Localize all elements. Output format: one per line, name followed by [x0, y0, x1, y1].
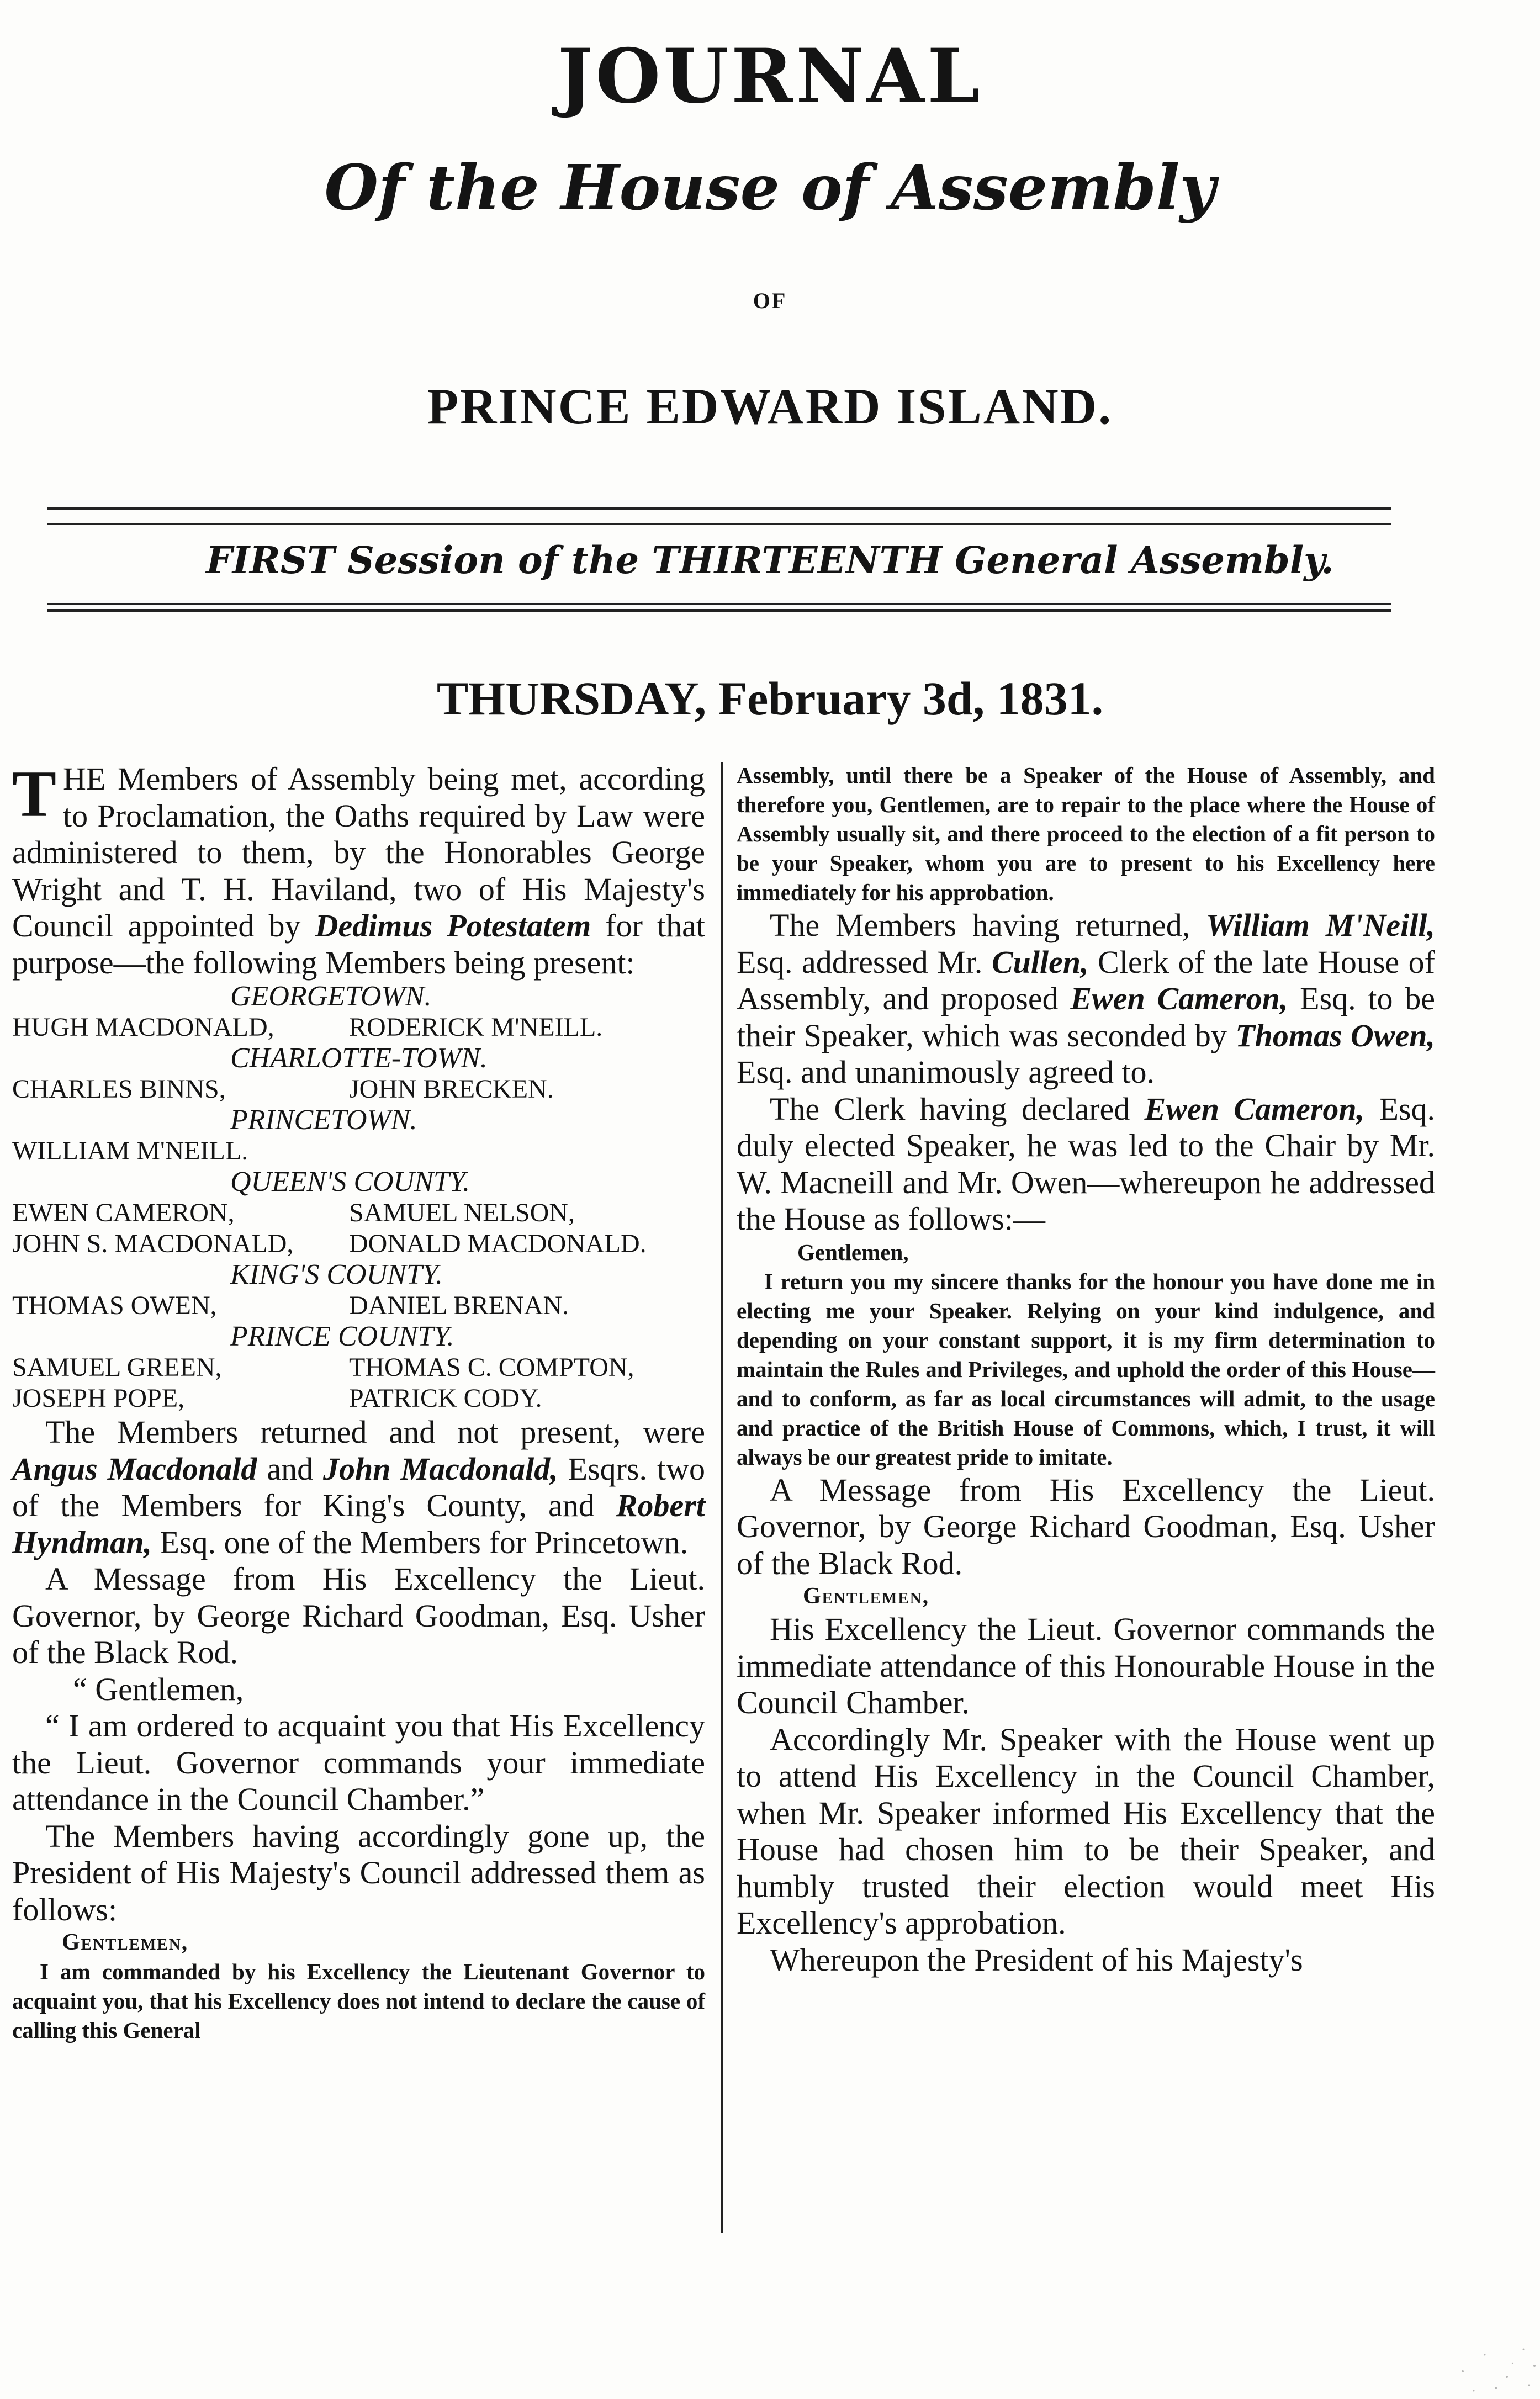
of-label: OF: [753, 288, 787, 313]
member-row: SAMUEL GREEN, THOMAS C. COMPTON,: [12, 1353, 634, 1382]
journal-subtitle: Of the House of Assembly: [324, 152, 1216, 224]
address-salutation: Gentlemen,: [62, 1930, 189, 1955]
member-row: JOHN S. MACDONALD, DONALD MACDONALD.: [12, 1229, 647, 1258]
summons-paragraph: “ I am ordered to acquaint you that His Excellency the Lieut. Governor commands your immediate attendance in the Council Chamber.”: [12, 1708, 705, 1817]
command-paragraph: His Excellency the Lieut. Governor commands the immediate attendance of this Honourable House in the Council Chamber.: [737, 1611, 1435, 1720]
president-paragraph: The Members having accordingly gone up, the President of His Majesty's Council addressed them as follows:: [12, 1818, 705, 1927]
member-row: CHARLES BINNS, JOHN BRECKEN.: [12, 1074, 554, 1104]
right-column: [737, 761, 1435, 1978]
district-name: KING'S COUNTY.: [230, 1259, 443, 1290]
drop-cap: T: [12, 757, 57, 830]
salutation: “ Gentlemen,: [73, 1671, 244, 1707]
message-salutation: Gentlemen,: [803, 1584, 930, 1609]
scan-speckle: [1396, 2289, 1540, 2399]
divider-rule: [47, 507, 1391, 510]
date-heading: THURSDAY, February 3d, 1831.: [436, 672, 1104, 725]
members-roster: [12, 981, 705, 1414]
district-name: PRINCETOWN.: [230, 1104, 417, 1136]
column-divider: [721, 762, 723, 2233]
absent-members-paragraph: The Members returned and not present, were Angus Macdonald and John Macdonald, Esqrs. two of the Members for King's County, and Robert Hyndman, Esq. one of the Members for Princetown.: [12, 1414, 705, 1560]
president-address-continued: Assembly, until there be a Speaker of the House of Assembly, and therefore you, Gentlemen, are to repair to the place where the House of Assembly usually sit, and there proceed to the election of a fit person to be your Speaker, whom you are to present to his Excellency here immediately for his approbation.: [737, 762, 1435, 905]
left-column: [12, 757, 705, 2045]
divider-rule: [47, 609, 1391, 612]
session-heading: FIRST Session of the THIRTEENTH General Assembly.: [206, 538, 1334, 582]
speaker-address: I return you my sincere thanks for the honour you have done me in electing me your Speaker. Relying on your kind indulgence, and depending on your constant support, it is my firm determination to maintain the Rules and Privileges, and uphold the order of this House—and to conform, as far as local circumstances will admit, to the usage and practice of the British House of Commons, which, I trust, it will always be our greatest pride to imitate.: [737, 1268, 1435, 1470]
opening-paragraph: THE Members of Assembly being met, according to Proclamation, the Oaths required by Law were administered to them, by the Honorables George Wright and T. H. Haviland, two of His Majesty's Council appointed by Dedimus Potestatem for that purpose—the following Members being present:: [12, 757, 705, 981]
district-name: QUEEN'S COUNTY.: [230, 1166, 470, 1198]
divider-rule: [47, 523, 1391, 525]
nomination-paragraph: The Members having returned, William M'Neill, Esq. addressed Mr. Cullen, Clerk of the late House of Assembly, and proposed Ewen Cameron, Esq. to be their Speaker, which was seconded by Thomas Owen, Esq. and unanimously agreed to.: [737, 907, 1435, 1090]
district-name: GEORGETOWN.: [230, 981, 432, 1012]
election-paragraph: The Clerk having declared Ewen Cameron, Esq. duly elected Speaker, he was led to the Chair by Mr. W. Macneill and Mr. Owen—whereupon he addressed the House as follows:—: [737, 1090, 1435, 1237]
member-row: THOMAS OWEN, DANIEL BRENAN.: [12, 1291, 569, 1320]
place-title: PRINCE EDWARD ISLAND.: [427, 378, 1113, 435]
member-row: EWEN CAMERON, SAMUEL NELSON,: [12, 1198, 575, 1227]
district-name: PRINCE COUNTY.: [230, 1321, 454, 1352]
message-paragraph: A Message from His Excellency the Lieut. Governor, by George Richard Goodman, Esq. Usher of the Black Rod.: [12, 1561, 705, 1670]
district-name: CHARLOTTE-TOWN.: [230, 1042, 488, 1074]
member-row: HUGH MACDONALD, RODERICK M'NEILL.: [12, 1013, 603, 1042]
president-address: I am commanded by his Excellency the Lieutenant Governor to acquaint you, that his Excellency does not intend to declare the cause of calling this General: [12, 1959, 705, 2043]
member-row: JOSEPH POPE, PATRICK CODY.: [12, 1384, 542, 1413]
member-row: WILLIAM M'NEILL.: [12, 1136, 248, 1166]
closing-fragment: Whereupon the President of his Majesty's: [770, 1941, 1303, 1978]
speaker-salutation: Gentlemen,: [797, 1239, 909, 1265]
journal-title: JOURNAL: [557, 32, 983, 120]
second-message-paragraph: A Message from His Excellency the Lieut. Governor, by George Richard Goodman, Esq. Usher of the Black Rod.: [737, 1471, 1435, 1581]
divider-rule: [47, 603, 1391, 605]
attendance-paragraph: Accordingly Mr. Speaker with the House went up to attend His Excellency in the Council Chamber, when Mr. Speaker informed His Excellency that the House had chosen him to be their Speaker, and humbly trusted their election would meet His Excellency's approbation.: [737, 1721, 1435, 1941]
